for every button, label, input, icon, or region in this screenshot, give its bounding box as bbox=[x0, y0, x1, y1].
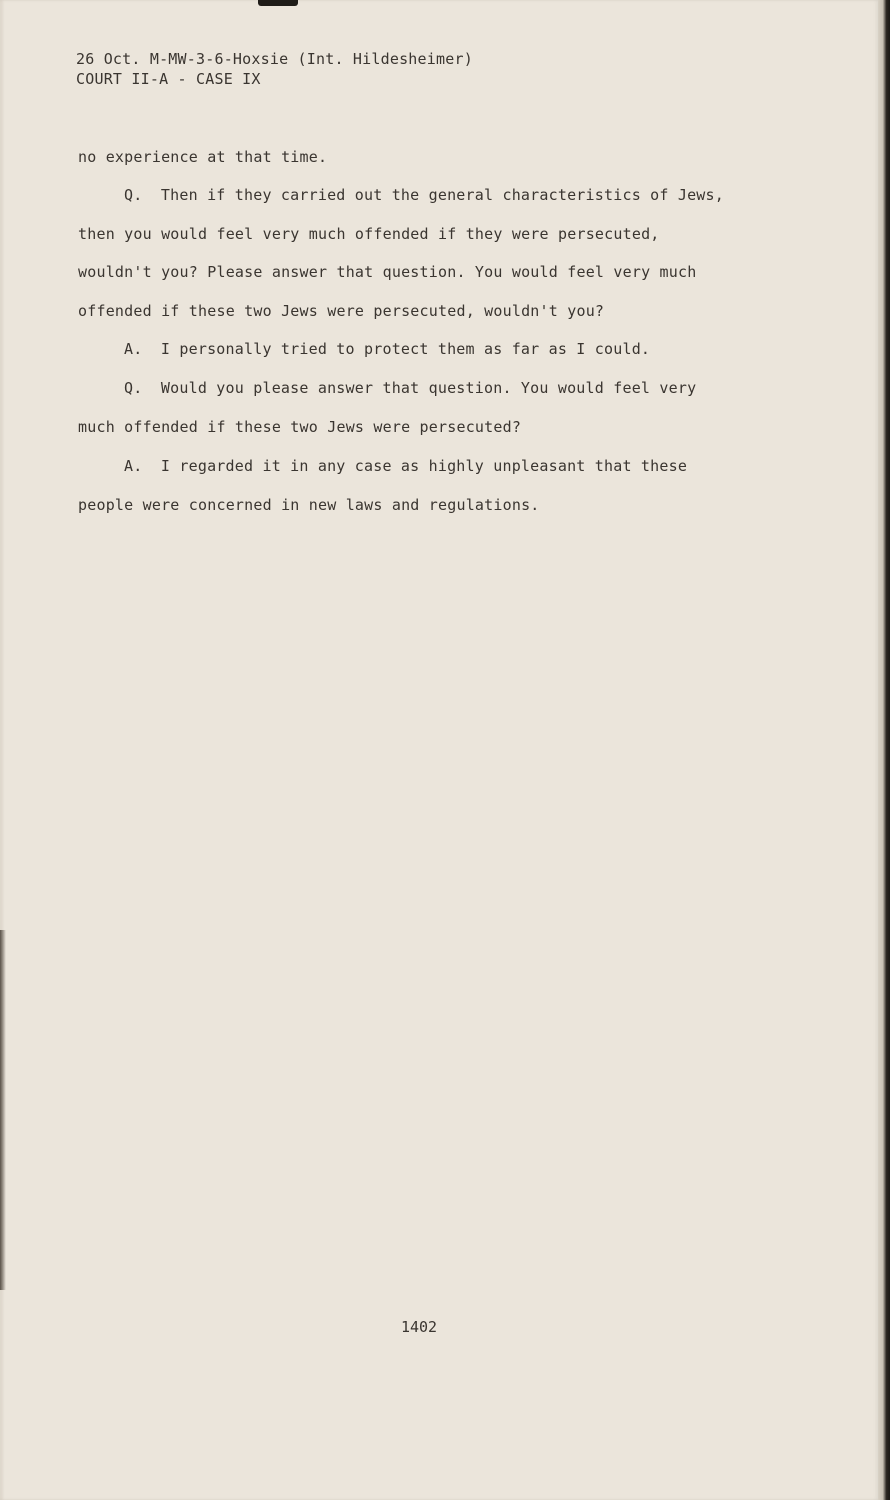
question-line: Q. Would you please answer that question. You would feel very bbox=[124, 379, 697, 397]
question-line: Q. Then if they carried out the general characteristics of Jews, bbox=[124, 186, 724, 204]
header-court-line: COURT II-A - CASE IX bbox=[76, 70, 261, 88]
page-number: 1402 bbox=[400, 1318, 438, 1336]
binder-clip bbox=[258, 0, 298, 6]
answer-line: A. I regarded it in any case as highly unpleasant that these bbox=[124, 457, 688, 475]
page-edge-shadow bbox=[0, 930, 6, 1290]
header-date-line: 26 Oct. M-MW-3-6-Hoxsie (Int. Hildesheimer) bbox=[76, 50, 473, 68]
transcript-line: offended if these two Jews were persecuted, wouldn't you? bbox=[78, 302, 605, 320]
page-right-edge bbox=[878, 0, 890, 1500]
transcript-line: no experience at that time. bbox=[78, 148, 328, 166]
transcript-line: then you would feel very much offended if they were persecuted, bbox=[78, 225, 660, 243]
answer-line: A. I personally tried to protect them as far as I could. bbox=[124, 340, 651, 358]
transcript-line: people were concerned in new laws and regulations. bbox=[78, 496, 540, 514]
transcript-line: much offended if these two Jews were persecuted? bbox=[78, 418, 522, 436]
transcript-line: wouldn't you? Please answer that question. You would feel very much bbox=[78, 263, 697, 281]
